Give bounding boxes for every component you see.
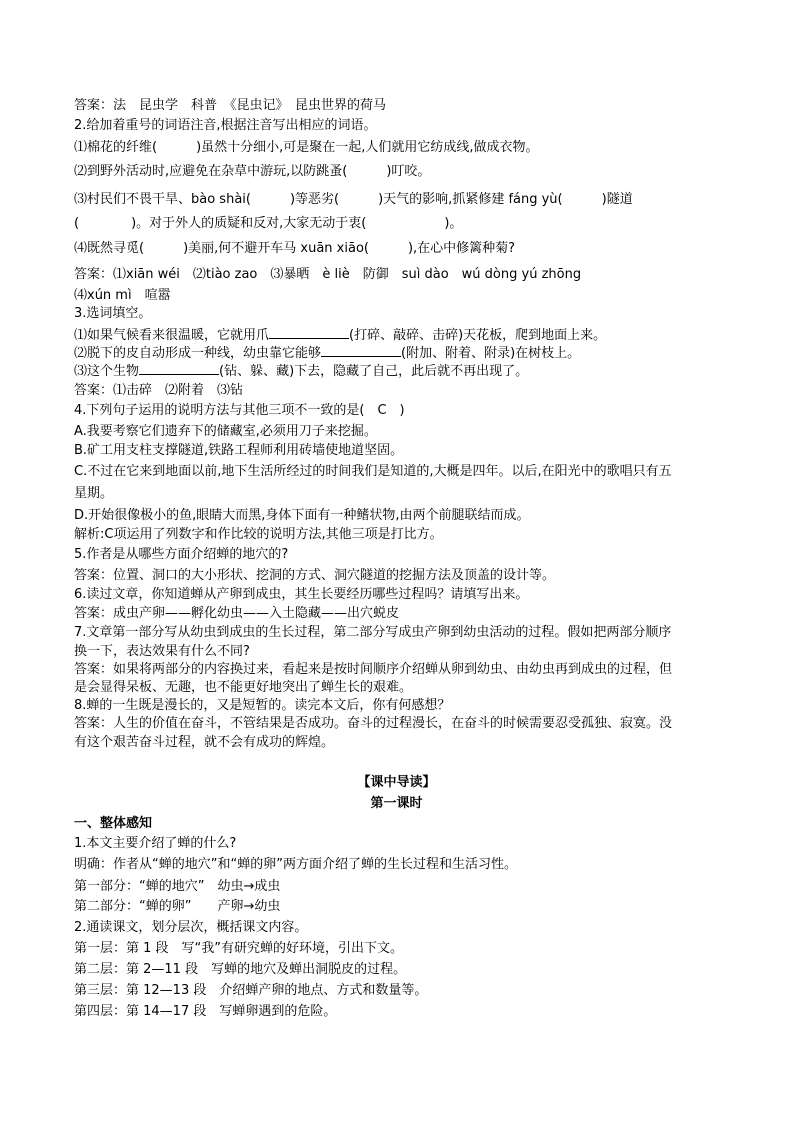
answer-8b: 有这个艰苦奋斗过程，就不会有成功的辉煌。	[74, 735, 335, 750]
layer-three: 第三层：第 12—13 段 介绍蝉产卵的地点、方式和数量等。	[74, 983, 428, 998]
part-one: 第一部分：“蝉的地穴” 幼虫→成虫	[74, 879, 281, 894]
part-two: 第二部分：“蝉的卵” 产卵→幼虫	[74, 899, 281, 914]
question-3-item-1-pre: ⑴如果气候看来很温暖，它就用爪	[74, 328, 270, 343]
question-4-option-d: D.开始很像极小的鱼,眼睛大而黑,身体下面有一种鳍状物,由两个前腿联结而成。	[74, 508, 530, 523]
section-subtitle: 第一课时	[370, 796, 423, 811]
question-3-item-2-pre: ⑵脱下的皮自动形成一种线，幼虫靠它能够	[74, 346, 322, 361]
layer-four: 第四层：第 14—17 段 写蝉卵遇到的危险。	[74, 1004, 337, 1019]
answer-2a: 答案：⑴xiān wéi ⑵tiào zao ⑶暴晒 è liè 防御 suì dào wú dòng yú zhōng	[74, 267, 582, 282]
question-3-item-1-post: (打碎、敲碎、击碎)天花板，爬到地面上来。	[349, 328, 607, 343]
section-title: 【课中导读】	[357, 775, 436, 790]
question-4-option-b: B.矿工用支柱支撑隧道,铁路工程师利用砖墙使地道坚固。	[74, 443, 404, 458]
question-8: 8.蝉的一生既是漫长的，又是短暂的。读完本文后，你有何感想？	[74, 698, 451, 713]
question-3: 3.选词填空。	[74, 306, 152, 321]
answer-6: 答案：成虫产卵——孵化幼虫——入土隐藏——出穴蜕皮	[74, 606, 400, 621]
answer-1: 答案：法 昆虫学 科普 《昆虫记》 昆虫世界的荷马	[74, 98, 387, 113]
answer-7a: 答案：如果将两部分的内容换过来，看起来是按时间顺序介绍蝉从卵到幼虫、由幼虫再到成虫的过程，但	[74, 662, 673, 677]
question-2: 2.给加着重号的词语注音,根据注音写出相应的词语。	[74, 118, 377, 133]
question-5: 5.作者是从哪些方面介绍蝉的地穴的?	[74, 547, 289, 562]
question-2-item-2: ⑵到野外活动时,应避免在杂草中游玩,以防跳蚤( )叮咬。	[74, 164, 431, 179]
fill-blank[interactable]	[321, 344, 401, 357]
question-2-item-1: ⑴棉花的纤维( )虽然十分细小,可是聚在一起,人们就用它纺成线,做成衣物。	[74, 140, 539, 155]
fill-blank[interactable]	[269, 326, 349, 339]
question-7a: 7.文章第一部分写从幼虫到成虫的生长过程，第二部分写成虫产卵到幼虫活动的过程。假如把两部分顺序	[74, 625, 672, 640]
question-4: 4.下列句子运用的说明方法与其他三项不一致的是( C )	[74, 403, 405, 418]
question-7b: 换一下，表达效果有什么不同?	[74, 644, 250, 659]
question-3-item-3	[74, 362, 724, 380]
question-3-item-2-post: (附加、附着、附录)在树枝上。	[401, 346, 581, 361]
question-4-option-c2: 星期。	[74, 486, 114, 501]
answer-3: 答案：⑴击碎 ⑵附着 ⑶钻	[74, 383, 244, 398]
heading-overall-perception: 一、整体感知	[74, 816, 153, 831]
question-2-item-3b: ( )。对于外人的质疑和反对,大家无动于衷( )。	[74, 216, 463, 231]
question-2-item-3a: ⑶村民们不畏干旱、bào shài( )等恶劣( )天气的影响,抓紧修建 fáng yù( )隧道	[74, 192, 633, 207]
layer-two: 第二层：第 2—11 段 写蝉的地穴及蝉出洞脱皮的过程。	[74, 962, 407, 977]
question-3-item-3-pre: ⑶这个生物	[74, 364, 140, 379]
guide-answer-1: 明确：作者从“蝉的地穴”和“蝉的卵”两方面介绍了蝉的生长过程和生活习性。	[74, 857, 517, 872]
answer-2b: ⑷xún mì 喧嚣	[74, 288, 171, 303]
guide-question-2: 2.通读课文，划分层次，概括课文内容。	[74, 920, 308, 935]
question-3-item-3-post: (钻、躲、藏)下去，隐藏了自己，此后就不再出现了。	[219, 364, 529, 379]
answer-7b: 是会显得呆板、无趣，也不能更好地突出了蝉生长的艰难。	[74, 680, 413, 695]
analysis-4: 解析:C项运用了列数字和作比较的说明方法,其他三项是打比方。	[74, 527, 443, 542]
guide-question-1: 1.本文主要介绍了蝉的什么?	[74, 836, 237, 851]
question-4-option-a: A.我要考察它们遗弃下的储藏室,必须用刀子来挖掘。	[74, 424, 377, 439]
layer-one: 第一层：第 1 段 写“我”有研究蝉的好环境，引出下文。	[74, 941, 404, 956]
answer-5: 答案：位置、洞口的大小形状、挖洞的方式、洞穴隧道的挖掘方法及顶盖的设计等。	[74, 568, 556, 583]
fill-blank[interactable]	[139, 362, 219, 375]
question-6: 6.读过文章，你知道蝉从产卵到成虫，其生长要经历哪些过程吗？请填写出来。	[74, 587, 529, 602]
question-4-option-c1: C.不过在它来到地面以前,地下生活所经过的时间我们是知道的,大概是四年。以后,在阳光中的歌唱只有五	[74, 464, 672, 479]
question-2-item-4: ⑷既然寻觅( )美丽,何不避开车马 xuān xiāo( ),在心中修篱种菊?	[74, 241, 516, 256]
answer-8a: 答案：人生的价值在奋斗，不管结果是否成功。奋斗的过程漫长，在奋斗的时候需要忍受孤独、寂寞。没	[74, 716, 673, 731]
question-3-item-2	[74, 344, 724, 362]
question-3-item-1	[74, 326, 724, 344]
